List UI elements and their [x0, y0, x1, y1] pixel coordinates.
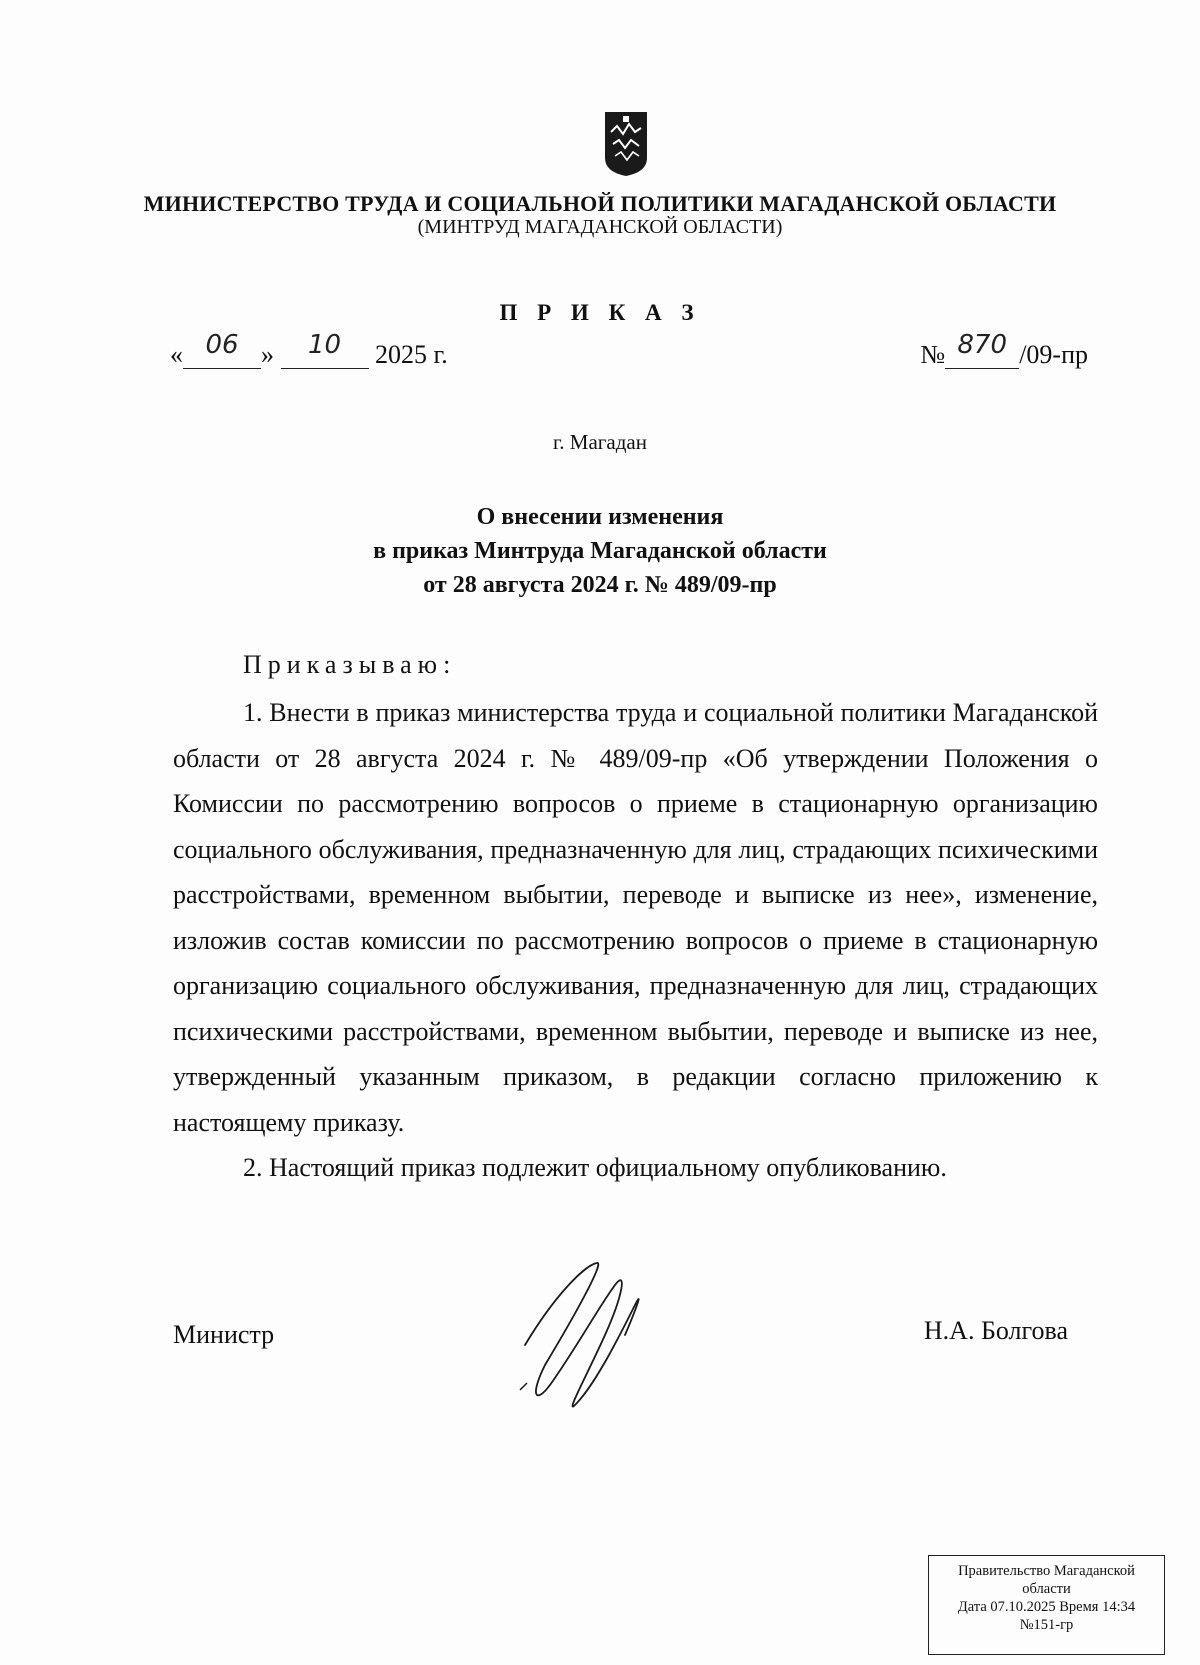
coat-of-arms-icon [603, 110, 649, 178]
order-date [170, 330, 448, 380]
date-open-quote: « [170, 340, 183, 369]
stamp-line-2: области [1022, 1581, 1071, 1597]
date-close-quote: » [261, 340, 274, 369]
order-number [920, 330, 1088, 370]
title-line-1: О внесении изменения [476, 504, 724, 530]
order-word: Приказываю: [243, 650, 457, 679]
paragraph-1: 1. Внести в приказ министерства труда и социальной политики Магаданской области от 28 августа 2024 г. № 489/09-пр «Об утверждении Положения о Комиссии по рассмотрению вопросов о приеме в стационарную организацию социального обслуживания, предназначенную для лиц, страдающих психическими расстройствами, временном выбытии, переводе и выписке из нее», изменение, изложив состав комиссии по рассмотрению вопросов о приеме в стационарную организацию социального обслуживания, предназначенную для лиц, страдающих психическими расстройствами, временном выбытии, переводе и выписке из нее, утвержденный указанным приказом, в редакции согласно приложению к настоящему приказу. [173, 698, 1098, 1137]
ministry-name: МИНИСТЕРСТВО ТРУДА И СОЦИАЛЬНОЙ ПОЛИТИКИ МАГАДАНСКОЙ ОБЛАСТИ [143, 191, 1057, 216]
date-year: 2025 г. [375, 340, 448, 369]
number-field [945, 330, 1019, 369]
title-line-3: от 28 августа 2024 г. № 489/09-пр [423, 572, 777, 598]
number-prefix: № [920, 340, 946, 369]
date-month-field [281, 330, 369, 369]
number-suffix: /09-пр [1019, 340, 1088, 369]
city: г. Магадан [553, 430, 647, 454]
date-day-handwritten: 06 [205, 330, 239, 360]
order-body [173, 690, 1098, 1191]
stamp-line-3: Дата 07.10.2025 Время 14:34 [957, 1599, 1136, 1615]
document-type: П Р И К А З [499, 300, 701, 325]
handwritten-signature [505, 1255, 665, 1420]
number-handwritten: 870 [957, 330, 1008, 360]
signer-position: Министр [173, 1320, 275, 1349]
registration-stamp [928, 1555, 1165, 1655]
stamp-line-1: Правительство Магаданской [958, 1563, 1135, 1579]
stamp-line-4: №151-гр [1019, 1617, 1074, 1633]
date-day-field [183, 330, 261, 369]
paragraph-2: 2. Настоящий приказ подлежит официальному опубликованию. [243, 1153, 947, 1182]
document-title [0, 500, 1200, 602]
title-line-2: в приказ Минтруда Магаданской области [373, 538, 827, 564]
date-month-handwritten: 10 [307, 330, 342, 360]
signer-name: Н.А. Болгова [923, 1316, 1068, 1345]
ministry-short-name: (МИНТРУД МАГАДАНСКОЙ ОБЛАСТИ) [417, 216, 783, 238]
